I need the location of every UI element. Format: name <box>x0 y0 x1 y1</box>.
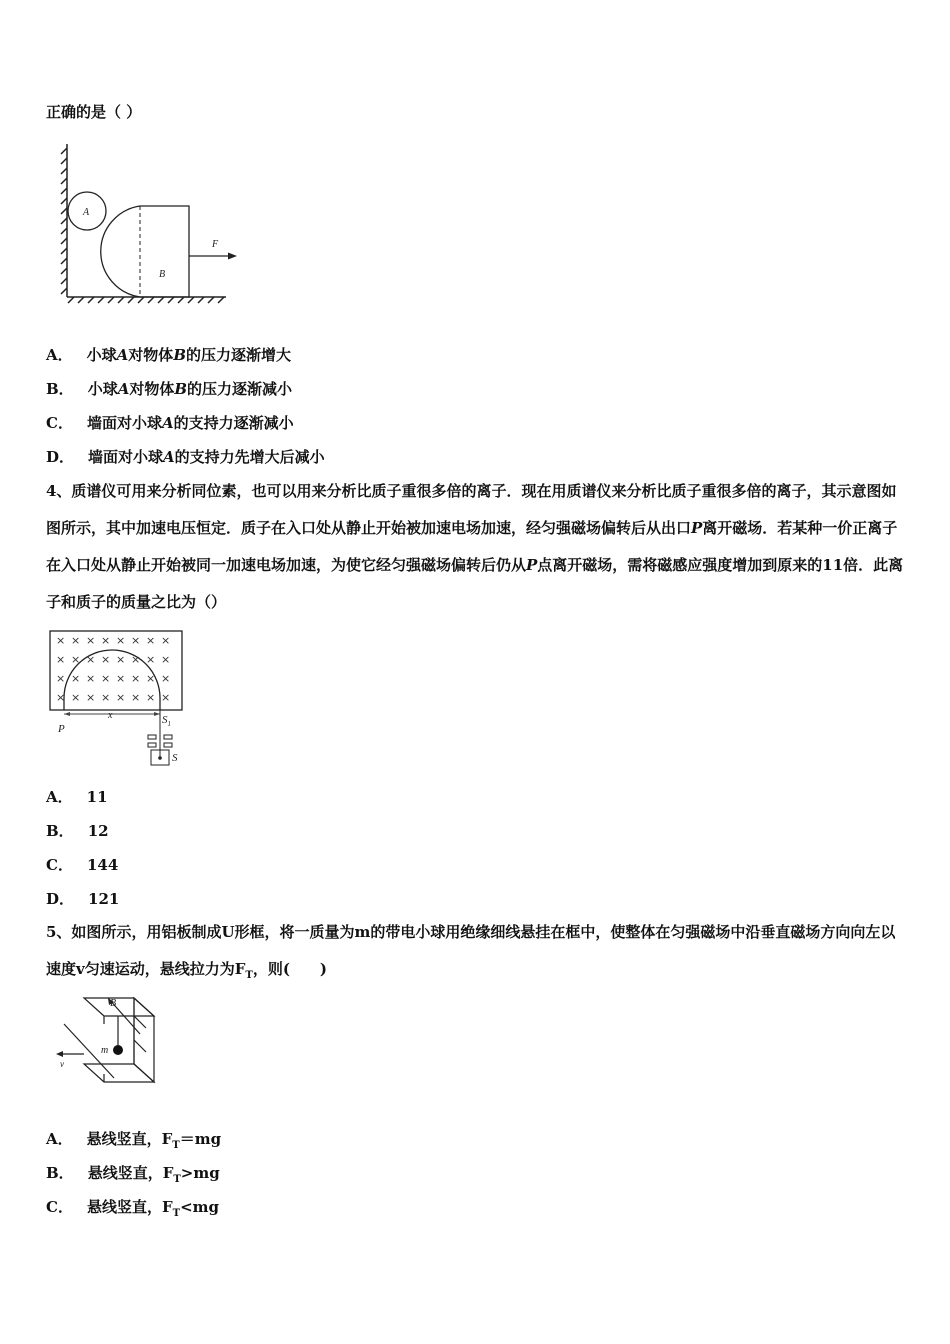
label-a: A <box>83 207 90 218</box>
svg-text:×: × <box>116 634 126 647</box>
u-frame-figure <box>50 994 162 1094</box>
label-v: v <box>60 1059 64 1069</box>
label-m: m <box>101 1045 109 1056</box>
q4-option-c[interactable]: C． 144 <box>46 856 119 874</box>
svg-text:×: × <box>146 634 156 647</box>
svg-text:×: × <box>56 634 66 647</box>
ball-m <box>113 1045 123 1055</box>
wall <box>61 144 67 297</box>
block-b <box>101 206 189 297</box>
svg-text:×: × <box>86 691 96 704</box>
svg-text:×: × <box>101 634 111 647</box>
intro-line: 正确的是（ ） <box>46 103 142 121</box>
svg-text:×: × <box>101 672 111 685</box>
svg-text:×: × <box>161 634 171 647</box>
label-s1: $S_1$ <box>162 714 171 728</box>
svg-text:×: × <box>161 653 171 666</box>
label-x: x <box>108 710 113 721</box>
label-b: B <box>159 269 166 280</box>
wall-ball-block-figure <box>56 140 246 306</box>
q4-option-b[interactable]: B． 12 <box>46 822 109 840</box>
svg-text:×: × <box>116 691 126 704</box>
svg-text:×: × <box>101 653 111 666</box>
svg-text:×: × <box>71 653 81 666</box>
q5-option-a[interactable]: A． 悬线竖直，$F_T=mg$ <box>46 1130 222 1151</box>
svg-text:×: × <box>131 634 141 647</box>
svg-text:×: × <box>146 691 156 704</box>
svg-text:×: × <box>86 634 96 647</box>
label-b: B <box>110 998 117 1009</box>
q5-option-b[interactable]: B． 悬线竖直，$F_T>mg$ <box>46 1164 220 1185</box>
svg-text:×: × <box>101 691 111 704</box>
q5-stem: 5、如图所示，用铝板制成U形框，将一质量为m的带电小球用绝缘细线悬挂在框中，使整体在匀强磁场中沿垂直磁场方向向左以速度v匀速运动，悬线拉力为$F_T$，则( ) <box>46 923 896 981</box>
q3-option-d[interactable]: D． 墙面对小球A的支持力先增大后减小 <box>46 448 325 466</box>
label-p: P <box>58 723 65 735</box>
svg-text:×: × <box>131 653 141 666</box>
svg-text:×: × <box>71 634 81 647</box>
q3-option-a[interactable]: A． 小球A对物体B的压力逐渐增大 <box>46 346 292 364</box>
mass-spectrometer-figure <box>46 628 188 770</box>
source-dot <box>158 756 162 760</box>
svg-text:×: × <box>146 672 156 685</box>
svg-text:×: × <box>146 653 156 666</box>
q3-option-b[interactable]: B． 小球A对物体B的压力逐渐减小 <box>46 380 293 398</box>
svg-text:×: × <box>131 672 141 685</box>
q4-option-d[interactable]: D． 121 <box>46 890 120 908</box>
floor <box>67 297 226 303</box>
svg-text:×: × <box>71 672 81 685</box>
svg-text:×: × <box>71 691 81 704</box>
q4-option-a[interactable]: A． 11 <box>46 788 108 806</box>
q3-option-c[interactable]: C． 墙面对小球A的支持力逐渐减小 <box>46 414 294 432</box>
label-f: F <box>212 239 219 250</box>
svg-text:×: × <box>131 691 141 704</box>
svg-text:×: × <box>56 691 66 704</box>
svg-text:×: × <box>161 691 171 704</box>
plate-right-1 <box>164 735 172 739</box>
plate-left-2 <box>148 743 156 747</box>
label-s: S <box>172 752 178 764</box>
svg-text:×: × <box>86 672 96 685</box>
svg-text:×: × <box>56 653 66 666</box>
svg-text:×: × <box>161 672 171 685</box>
plate-right-2 <box>164 743 172 747</box>
svg-text:×: × <box>116 653 126 666</box>
force-arrowhead <box>228 253 237 260</box>
svg-text:×: × <box>116 672 126 685</box>
svg-text:×: × <box>86 653 96 666</box>
back-plate <box>134 998 154 1082</box>
svg-text:×: × <box>56 672 66 685</box>
q5-option-c[interactable]: C． 悬线竖直，$F_T<mg$ <box>46 1198 219 1219</box>
q4-stem: 4、质谱仪可用来分析同位素，也可以用来分析比质子重很多倍的离子．现在用质谱仪来分析比质子重很多倍的离子，其示意图如图所示，其中加速电压恒定．质子在入口处从静止开始被加速电场加速，经匀强磁场偏转后从出口P离开磁场．若某种一价正离子在入口处从静止开始被同一加速电场加速，为使它经匀强磁场偏转后仍从P点离开磁场，需将磁感应强度增加到原来的11倍．此离子和质子的质量之比为（） <box>46 482 904 611</box>
plate-left-1 <box>148 735 156 739</box>
